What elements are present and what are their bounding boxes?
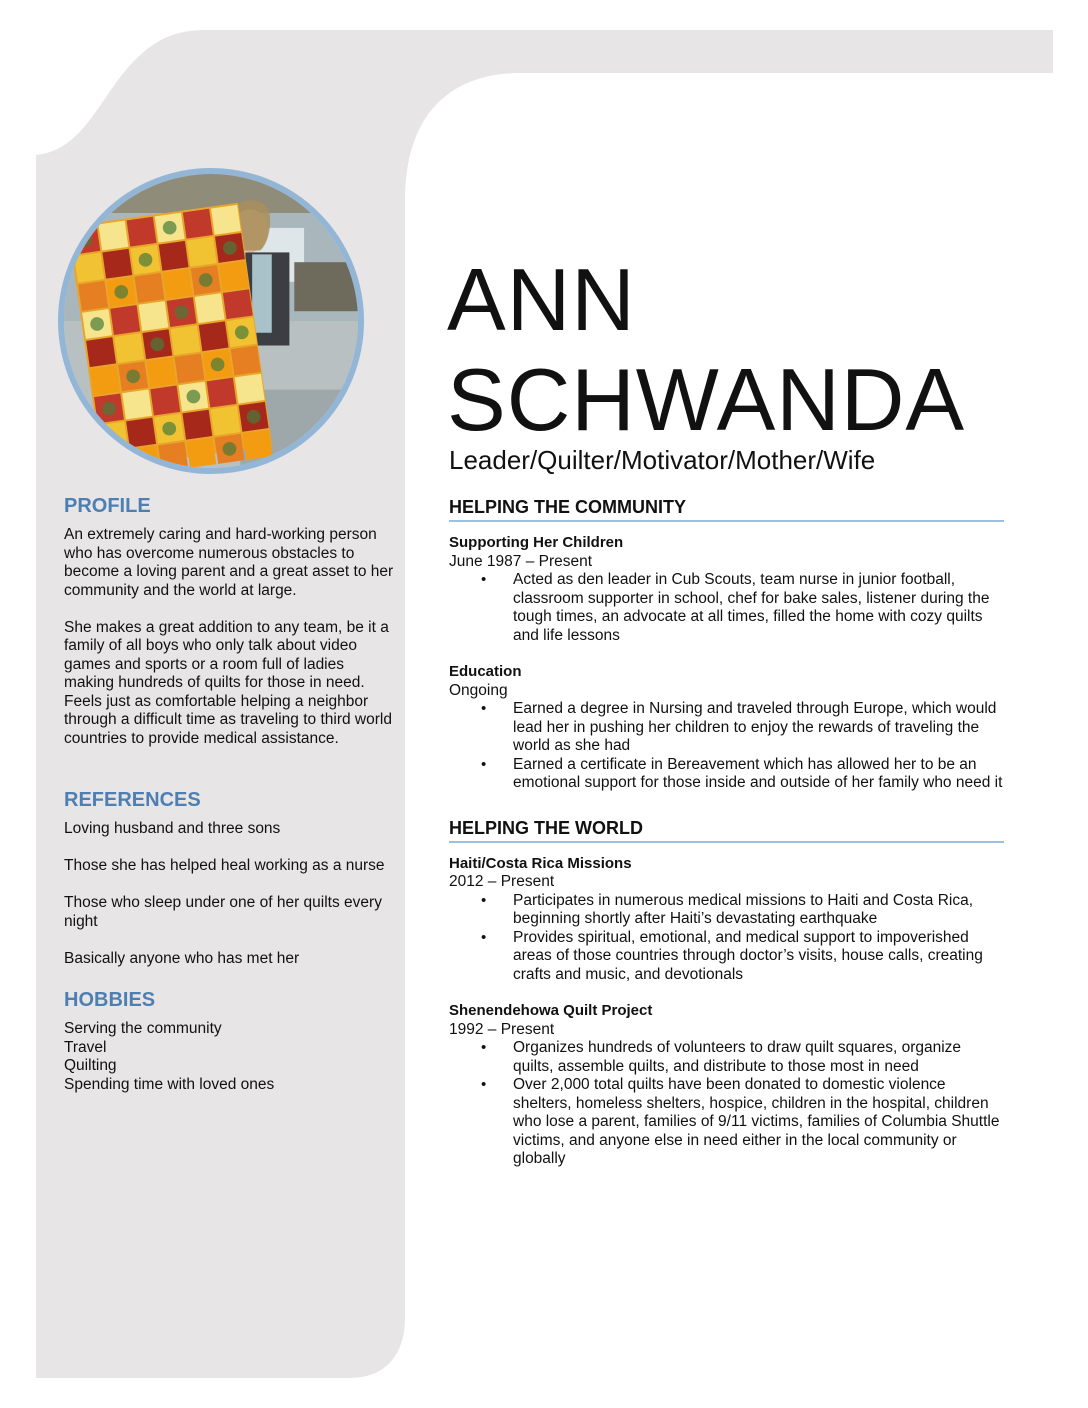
hobby-item: Serving the community — [64, 1020, 222, 1037]
hobby-item: Spending time with loved ones — [64, 1075, 275, 1093]
tagline: Leader/Quilter/Motivator/Mother/Wife — [449, 445, 876, 475]
sidebar — [64, 494, 394, 1094]
profile-heading: PROFILE — [64, 495, 151, 517]
profile-photo — [58, 168, 364, 474]
reference-item: Loving husband and three sons — [64, 820, 281, 837]
entry-date: June 1987 – Present — [449, 552, 593, 570]
entry-date: Ongoing — [449, 681, 508, 699]
hobby-item: Quilting — [64, 1057, 117, 1074]
entry-bullet: • Acted as den leader in Cub Scouts, team nurse in junior football, classroom supporter in school, chef for bake sales, listener during the tough times, an advocate at all times, filled the home with cozy quilts and life lessons — [513, 571, 1004, 645]
entry-bullet: • Participates in numerous medical missions to Haiti and Costa Rica, beginning shortly after Haiti’s devastating earthquake — [513, 892, 1004, 929]
first-name: ANN — [447, 250, 636, 349]
section-title-community: HELPING THE COMMUNITY — [449, 496, 1004, 522]
reference-item: Those who sleep under one of her quilts every night — [64, 894, 382, 930]
profile-paragraph-1: An extremely caring and hard-working person who has overcome numerous obstacles to become a loving parent and a great asset to her community and the world at large. — [64, 526, 394, 599]
entry-title: Education — [449, 663, 522, 680]
entry-bullet: • Earned a certificate in Bereavement which has allowed her to be an emotional support for those inside and outside of her family who need it — [513, 756, 1004, 793]
hobbies-list — [64, 1020, 394, 1094]
references-heading: REFERENCES — [64, 789, 201, 811]
profile-paragraph-2: She makes a great addition to any team, be it a family of all boys who only talk about video games and sports or a room full of ladies making hundreds of quilts for those in need. Feels just as comfortable helping a neighbor through a difficult time as traveling to third world countries to provide medical assistance. — [64, 618, 392, 747]
section-title-world: HELPING THE WORLD — [449, 817, 1004, 843]
hobby-item: Travel — [64, 1038, 107, 1056]
person-name — [447, 250, 965, 450]
entry — [449, 1002, 1004, 1169]
entry-bullet: • Provides spiritual, emotional, and medical support to impoverished areas of those countries through doctor’s visits, house calls, creating crafts and music, and devotionals — [513, 929, 1004, 985]
entry-title: Supporting Her Children — [449, 534, 624, 551]
last-name: SCHWANDA — [447, 350, 966, 449]
entry-date: 1992 – Present — [449, 1020, 555, 1038]
entry-bullet: • Organizes hundreds of volunteers to draw quilt squares, organize quilts, assemble quilts, and distribute to those most in need — [513, 1039, 1004, 1076]
entry-title: Haiti/Costa Rica Missions — [449, 854, 632, 872]
entry-date: 2012 – Present — [449, 873, 555, 890]
reference-item: Those she has helped heal working as a nurse — [64, 857, 385, 874]
reference-item: Basically anyone who has met her — [64, 949, 300, 967]
hobbies-heading: HOBBIES — [64, 989, 156, 1011]
entry-bullet: • Over 2,000 total quilts have been donated to domestic violence shelters, homeless shelters, hospice, children in the hospital, children who lose a parent, families of 9/11 victims, families of Columbia Shuttle victims, and anyone else in need either in the local community or globally — [513, 1076, 1004, 1169]
entry — [449, 534, 1004, 645]
entry-title: Shenendehowa Quilt Project — [449, 1002, 653, 1019]
entry-bullet: • Earned a degree in Nursing and traveled through Europe, which would lead her in pushing her children to enjoy the rewards of traveling the world as she had — [513, 700, 1004, 756]
entry — [449, 663, 1004, 793]
entry — [449, 855, 1004, 985]
main-content — [449, 496, 1004, 1187]
